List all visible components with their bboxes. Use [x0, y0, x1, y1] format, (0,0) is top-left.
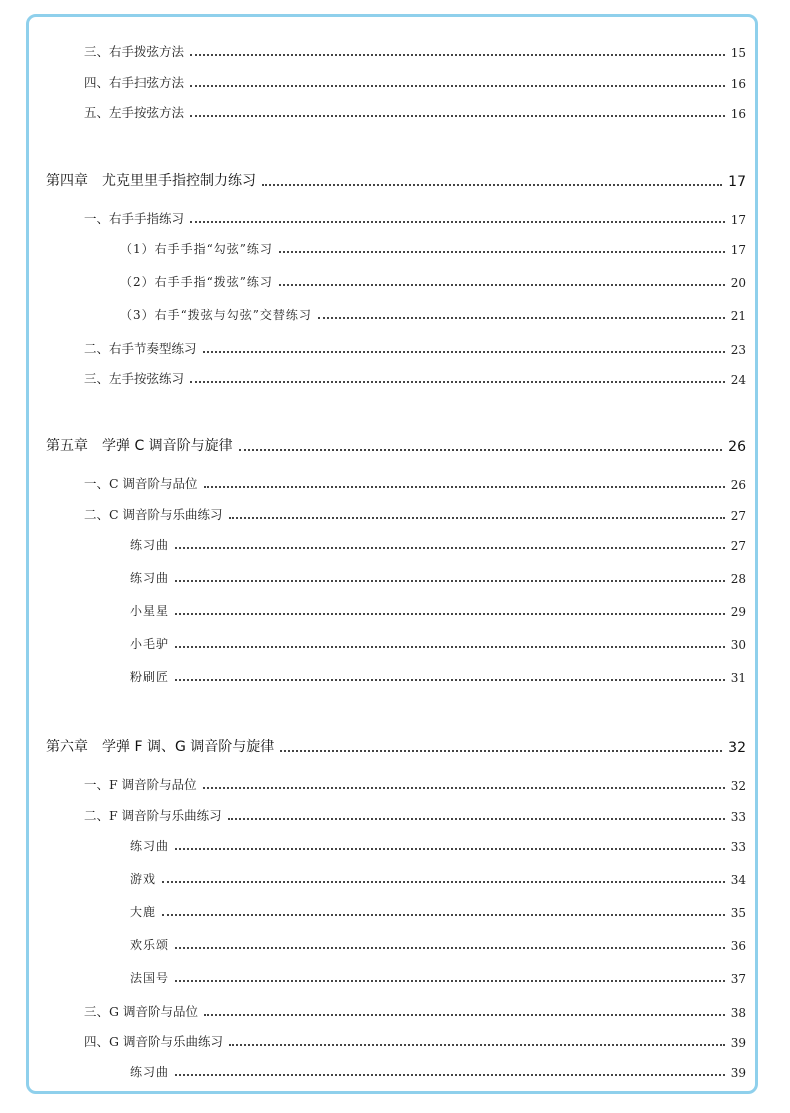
- leader-dots: [175, 580, 725, 582]
- toc-entry-title: 小毛驴: [130, 637, 170, 651]
- toc-entry-page: 29: [730, 605, 746, 619]
- chapter-entry[interactable]: [46, 736, 746, 756]
- leader-dots: [162, 881, 725, 883]
- toc-entry-page: 31: [730, 671, 746, 685]
- toc-entry[interactable]: [130, 533, 746, 553]
- leader-dots: [204, 486, 725, 488]
- toc-entry[interactable]: [84, 207, 746, 227]
- toc-entry-title: 粉刷匠: [130, 670, 170, 684]
- toc-entry-title: 二、右手节奏型练习: [84, 341, 197, 356]
- leader-dots: [175, 679, 725, 681]
- leader-dots: [175, 646, 725, 648]
- toc-entry[interactable]: [130, 933, 746, 953]
- leader-dots: [175, 848, 725, 850]
- leader-dots: [262, 184, 722, 186]
- toc-entry-title: 游戏: [130, 872, 157, 886]
- toc-entry-title: 四、G 调音阶与乐曲练习: [84, 1034, 223, 1049]
- toc-entry-title: 练习曲: [130, 839, 170, 853]
- toc-entry-page: 21: [730, 309, 746, 323]
- toc-entry-page: 17: [730, 243, 746, 257]
- toc-entry-title: （2）右手手指“拨弦”练习: [120, 275, 273, 289]
- toc-entry-page: 24: [730, 373, 746, 387]
- toc-entry-page: 33: [730, 840, 746, 854]
- leader-dots: [175, 947, 725, 949]
- toc-entry[interactable]: [84, 804, 746, 824]
- toc-entry-page: 34: [730, 873, 746, 887]
- toc-entry-title: 一、右手手指练习: [84, 211, 185, 226]
- toc-entry-title: 四、右手扫弦方法: [84, 75, 185, 90]
- toc-entry-title: 三、右手拨弦方法: [84, 44, 185, 59]
- leader-dots: [228, 818, 725, 820]
- toc-entry-page: 15: [730, 46, 746, 60]
- toc-entry-title: 一、C 调音阶与品位: [84, 476, 198, 491]
- leader-dots: [190, 115, 725, 117]
- toc-entry[interactable]: [130, 599, 746, 619]
- toc-entry[interactable]: [130, 900, 746, 920]
- toc-entry-page: 16: [730, 77, 746, 91]
- toc-entry-title: 三、G 调音阶与品位: [84, 1004, 198, 1019]
- toc-entry-title: 一、F 调音阶与品位: [84, 777, 197, 792]
- toc-entry[interactable]: [84, 773, 746, 793]
- leader-dots: [190, 85, 725, 87]
- toc-entry[interactable]: [84, 367, 746, 387]
- toc-entry-title: 练习曲: [130, 1065, 170, 1079]
- chapter-page: 26: [728, 439, 746, 455]
- leader-dots: [175, 613, 725, 615]
- toc-entry-page: 32: [730, 779, 746, 793]
- toc-entry[interactable]: [84, 337, 746, 357]
- toc-entry-title: 欢乐颂: [130, 938, 170, 952]
- toc-entry[interactable]: [130, 632, 746, 652]
- toc-entry-title: 二、C 调音阶与乐曲练习: [84, 507, 223, 522]
- toc-entry[interactable]: [84, 503, 746, 523]
- toc-entry-page: 35: [730, 906, 746, 920]
- chapter-entry[interactable]: [46, 435, 746, 455]
- toc-entry-page: 17: [730, 213, 746, 227]
- leader-dots: [318, 317, 725, 319]
- toc-entry-title: 二、F 调音阶与乐曲练习: [84, 808, 222, 823]
- leader-dots: [239, 449, 722, 451]
- toc-entry-title: 法国号: [130, 971, 170, 985]
- leader-dots: [279, 251, 725, 253]
- toc-entry[interactable]: [84, 71, 746, 91]
- toc-entry-page: 39: [730, 1036, 746, 1050]
- toc-entry-page: 26: [730, 478, 746, 492]
- toc-entry-page: 27: [730, 539, 746, 553]
- toc-entry[interactable]: [130, 665, 746, 685]
- toc-entry[interactable]: [130, 966, 746, 986]
- toc-entry[interactable]: [84, 101, 746, 121]
- toc-entry-title: 三、左手按弦练习: [84, 371, 185, 386]
- toc-entry[interactable]: [84, 40, 746, 60]
- toc-entry-title: 小星星: [130, 604, 170, 618]
- leader-dots: [190, 221, 725, 223]
- leader-dots: [280, 750, 722, 752]
- leader-dots: [279, 284, 725, 286]
- toc-entry-page: 38: [730, 1006, 746, 1020]
- toc-entry-page: 39: [730, 1066, 746, 1080]
- leader-dots: [175, 547, 725, 549]
- toc-entry-page: 20: [730, 276, 746, 290]
- toc-entry-title: （3）右手“拨弦与勾弦”交替练习: [120, 308, 312, 322]
- toc-entry-title: （1）右手手指“勾弦”练习: [120, 242, 273, 256]
- toc-entry[interactable]: [130, 867, 746, 887]
- leader-dots: [162, 914, 725, 916]
- leader-dots: [229, 517, 725, 519]
- leader-dots: [204, 1014, 725, 1016]
- toc-entry-page: 28: [730, 572, 746, 586]
- toc-entry-page: 16: [730, 107, 746, 121]
- toc-entry-title: 五、左手按弦方法: [84, 105, 185, 120]
- toc-entry[interactable]: [84, 472, 746, 492]
- chapter-page: 32: [728, 740, 746, 756]
- chapter-title: 第五章 学弹 C 调音阶与旋律: [46, 438, 233, 454]
- toc-entry[interactable]: [84, 1030, 746, 1050]
- leader-dots: [190, 54, 725, 56]
- toc-entry-title: 练习曲: [130, 538, 170, 552]
- toc-entry-page: 27: [730, 509, 746, 523]
- leader-dots: [190, 381, 725, 383]
- toc-entry[interactable]: [130, 834, 746, 854]
- toc-entry[interactable]: [120, 237, 746, 257]
- toc-entry-title: 大鹿: [130, 905, 157, 919]
- toc-entry[interactable]: [120, 270, 746, 290]
- chapter-title: 第六章 学弹 F 调、G 调音阶与旋律: [46, 739, 275, 755]
- toc-entry-page: 23: [730, 343, 746, 357]
- leader-dots: [175, 1074, 725, 1076]
- toc-entry-page: 33: [730, 810, 746, 824]
- toc-entry[interactable]: [84, 1000, 746, 1020]
- toc-entry[interactable]: [120, 303, 746, 323]
- leader-dots: [175, 980, 725, 982]
- toc-entry[interactable]: [130, 566, 746, 586]
- leader-dots: [229, 1044, 725, 1046]
- leader-dots: [203, 351, 725, 353]
- leader-dots: [203, 787, 725, 789]
- chapter-page: 17: [728, 174, 746, 190]
- toc-entry-page: 37: [730, 972, 746, 986]
- toc-entry[interactable]: [130, 1060, 746, 1080]
- toc-entry-title: 练习曲: [130, 571, 170, 585]
- chapter-title: 第四章 尤克里里手指控制力练习: [46, 173, 256, 189]
- toc-entry-page: 36: [730, 939, 746, 953]
- toc-entry-page: 30: [730, 638, 746, 652]
- chapter-entry[interactable]: [46, 170, 746, 190]
